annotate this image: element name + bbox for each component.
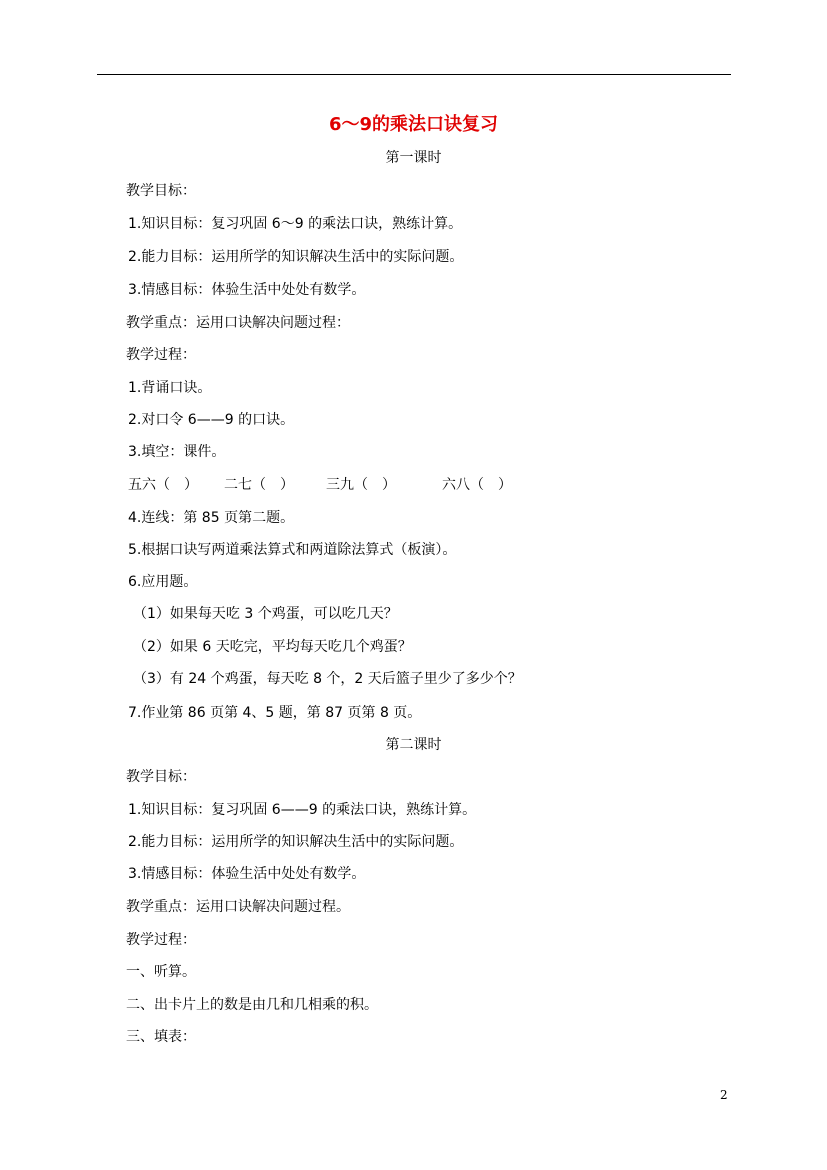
blank-item: 六八（ ）	[442, 477, 512, 493]
lesson2-focus: 教学重点：运用口诀解决问题过程。	[126, 899, 350, 915]
lesson1-step-1: 1.背诵口诀。	[128, 380, 212, 396]
lesson1-step-6: 6.应用题。	[128, 574, 198, 590]
fill-blank-row	[0, 475, 827, 495]
lesson2-goal-3: 3.情感目标：体验生活中处处有数学。	[128, 866, 366, 882]
lesson1-goal-2: 2.能力目标：运用所学的知识解决生活中的实际问题。	[128, 249, 464, 265]
lesson2-process-label: 教学过程：	[126, 932, 196, 948]
lesson1-step-4: 4.连线：第 85 页第二题。	[128, 510, 295, 526]
lesson2-step-1: 一、听算。	[126, 964, 196, 980]
blank-item: 二七（ ）	[224, 477, 294, 493]
blank-item: 三九（ ）	[326, 477, 396, 493]
lesson1-step-5: 5.根据口诀写两道乘法算式和两道除法算式（板演）。	[128, 542, 457, 558]
lesson2-goal-1: 1.知识目标：复习巩固 6——9 的乘法口诀，熟练计算。	[128, 802, 477, 818]
lesson1-problem-2: （2）如果 6 天吃完，平均每天吃几个鸡蛋？	[133, 639, 412, 655]
lesson1-goals-label: 教学目标：	[126, 183, 196, 199]
page-number: 2	[720, 1088, 728, 1102]
lesson2-heading: 第二课时	[385, 737, 442, 753]
lesson1-goal-1: 1.知识目标：复习巩固 6～9 的乘法口诀，熟练计算。	[128, 216, 463, 232]
lesson2-goal-2: 2.能力目标：运用所学的知识解决生活中的实际问题。	[128, 834, 464, 850]
blank-item: 五六（ ）	[128, 477, 198, 493]
lesson1-step-3: 3.填空：课件。	[128, 444, 226, 460]
lesson1-focus: 教学重点：运用口诀解决问题过程：	[126, 315, 350, 331]
lesson1-process-label: 教学过程：	[126, 347, 196, 363]
lesson1-heading: 第一课时	[385, 150, 442, 166]
lesson1-step-2: 2.对口令 6——9 的口诀。	[128, 412, 295, 428]
lesson1-problem-1: （1）如果每天吃 3 个鸡蛋，可以吃几天？	[133, 606, 398, 622]
lesson1-problem-3: （3）有 24 个鸡蛋，每天吃 8 个，2 天后篮子里少了多少个？	[133, 671, 522, 687]
header-rule	[97, 74, 731, 75]
lesson1-homework: 7.作业第 86 页第 4、5 题，第 87 页第 8 页。	[128, 705, 422, 721]
lesson2-step-2: 二、出卡片上的数是由几和几相乘的积。	[126, 997, 378, 1013]
document-title: 6～9的乘法口诀复习	[328, 114, 499, 135]
lesson2-step-3: 三、填表：	[126, 1029, 196, 1045]
lesson2-goals-label: 教学目标：	[126, 769, 196, 785]
lesson1-goal-3: 3.情感目标：体验生活中处处有数学。	[128, 282, 366, 298]
